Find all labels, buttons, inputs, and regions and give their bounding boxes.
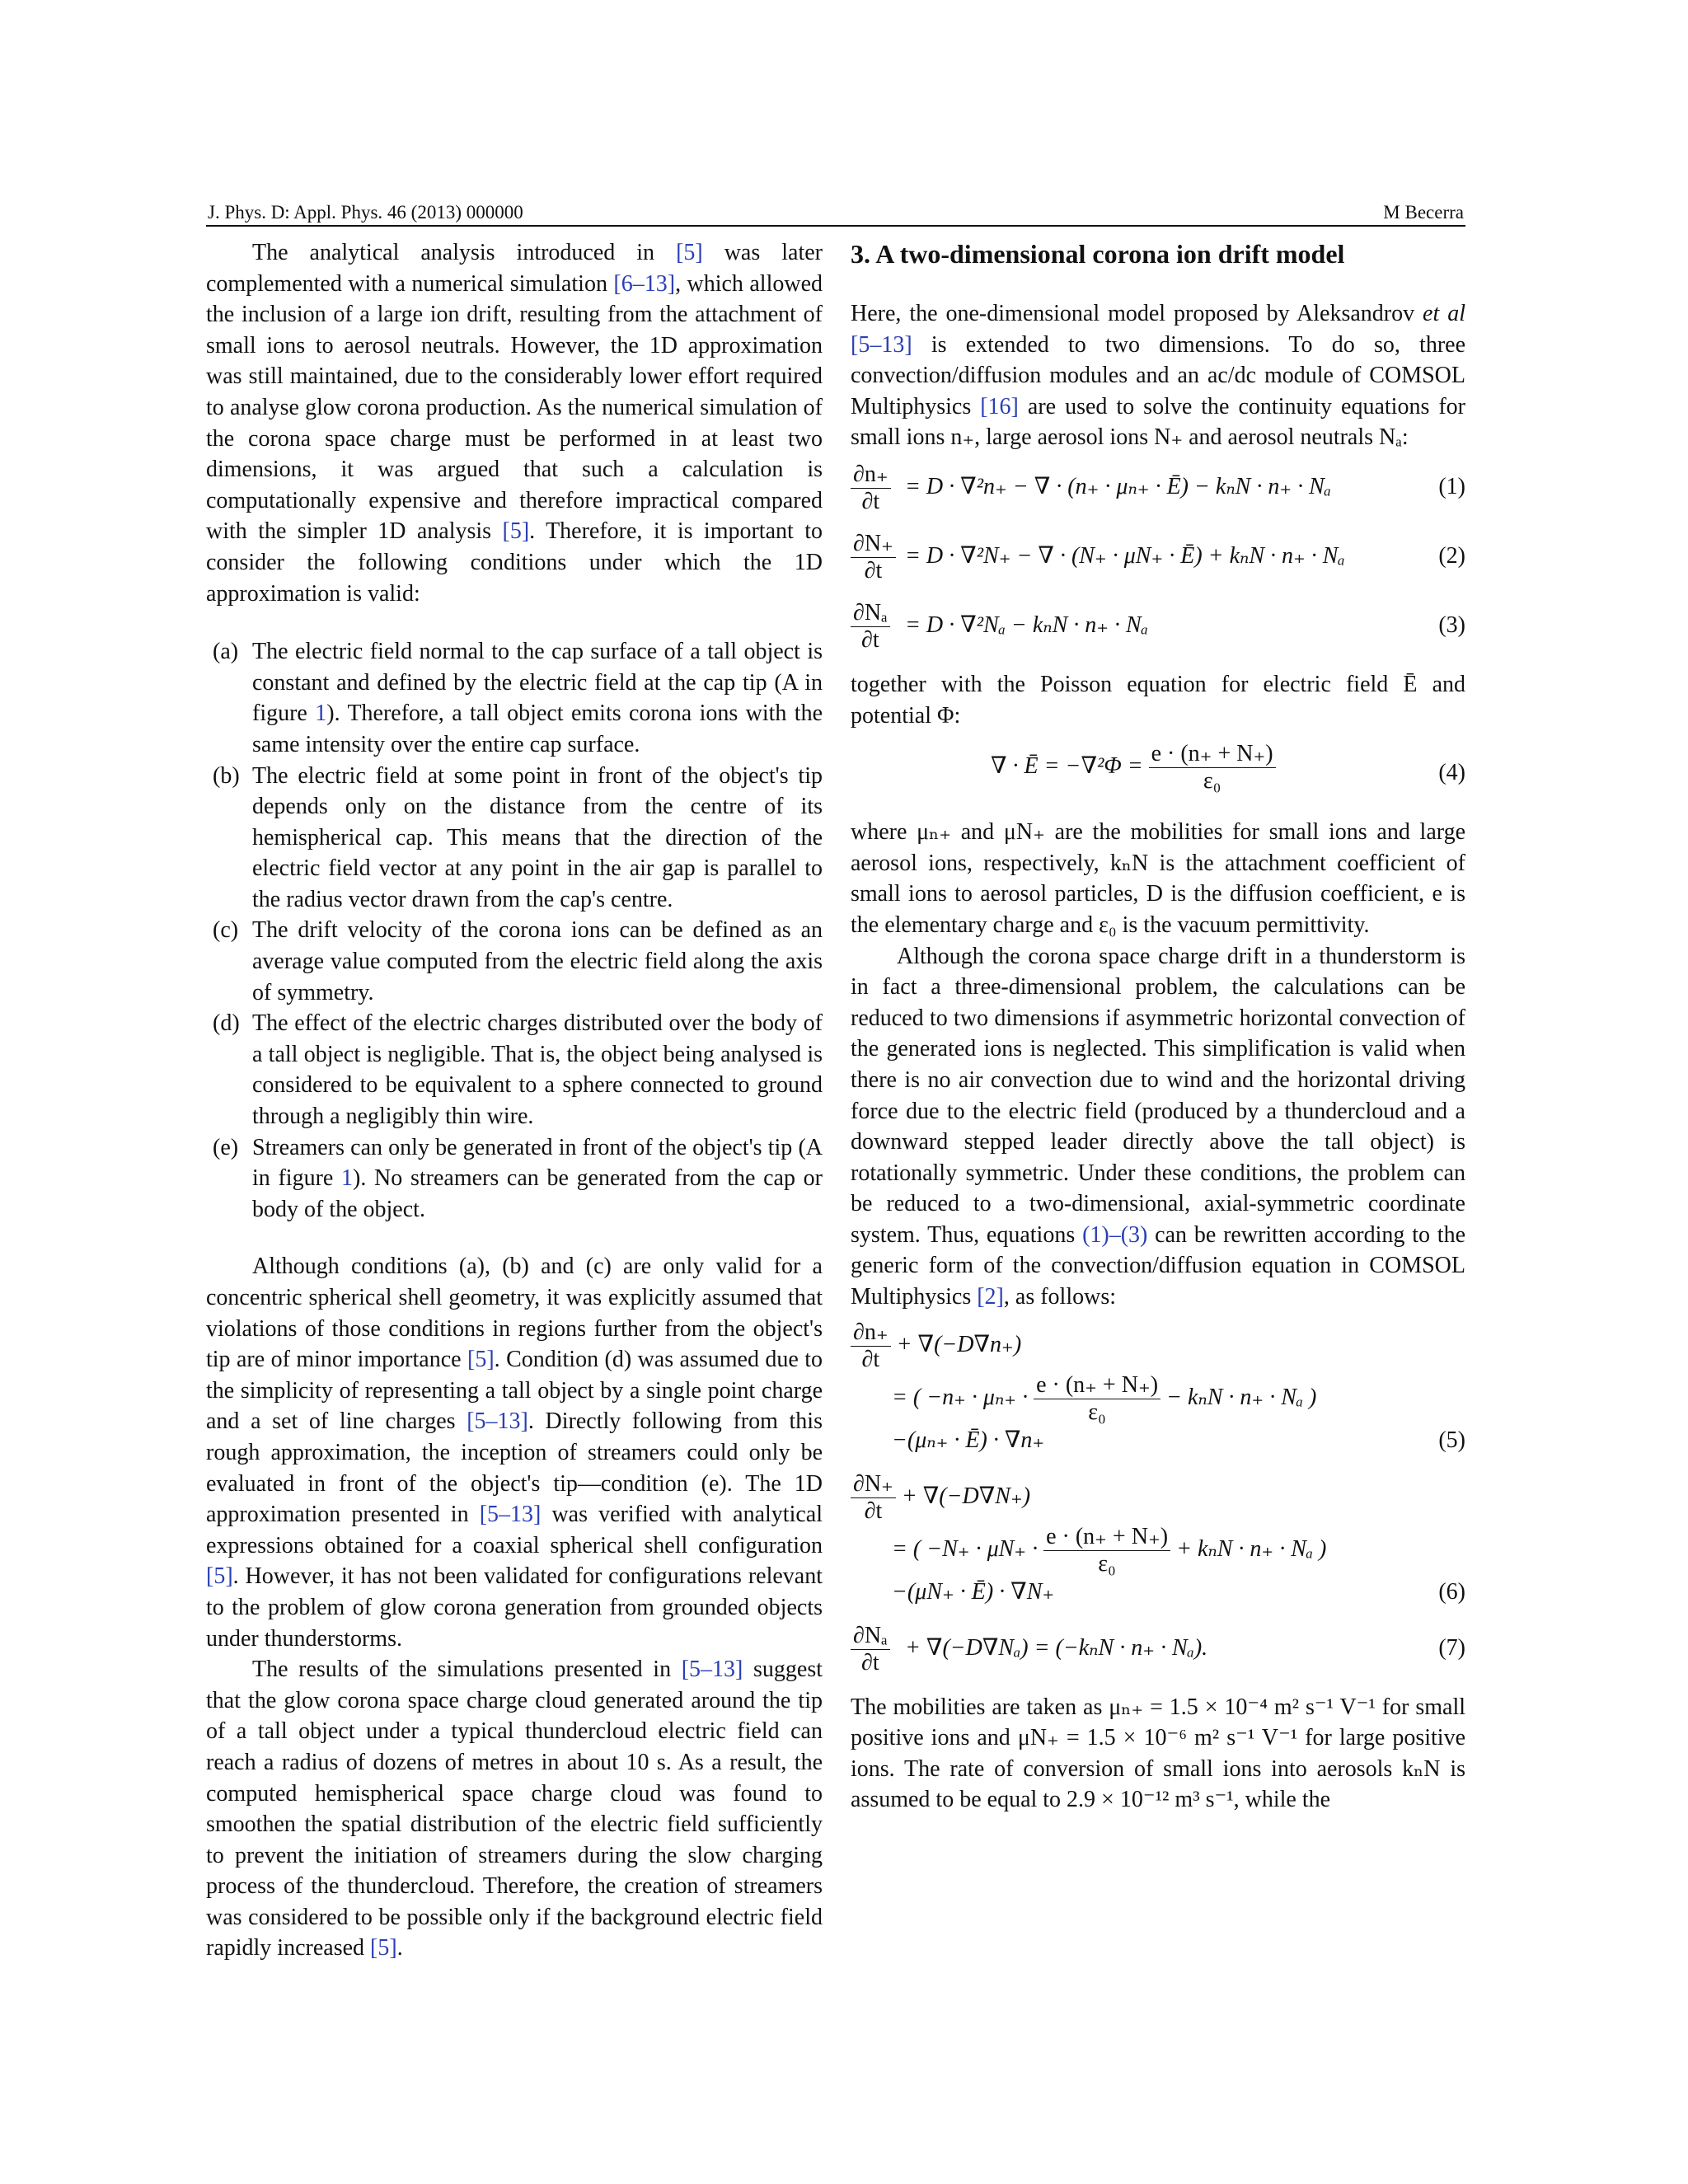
figure-link[interactable]: 1 (315, 701, 327, 727)
paragraph: The mobilities are taken as μₙ₊ = 1.5 × 10⁻⁴ m² s⁻¹ V⁻¹ for small positive ions and μN₊ = 1.5 × 10⁻⁶ m² s⁻¹ V⁻¹ for large positive ions. The rate of conversion of small ions into aerosols kₙN is assumed to be equal to 2.9 × 10⁻¹² m³ s⁻¹, while the (851, 1694, 1465, 1813)
paragraph: Although conditions (a), (b) and (c) are only valid for a concentric spherical shell geometry, it was explicitly assumed that violations of those conditions in regions further from the object's tip are of minor importance [5]. Condition (d) was assumed due to the simplicity of representing a tall object by a single point charge and a set of line charges [5–13]. Directly following from this rough approximation, the inception of streamers could only be evaluated in front of the object's tip—condition (e). The 1D approximation presented in [5–13] was verified with analytical expressions obtained for a coaxial spherical shell configuration [5]. However, it has not been validated for configurations relevant to the problem of glow corona generation from grounded objects under thunderstorms. (206, 1254, 823, 1652)
journal-citation: J. Phys. D: Appl. Phys. 46 (2013) 000000 (208, 202, 523, 223)
equation-number: (4) (1438, 760, 1465, 786)
paragraph: The results of the simulations presented in [5–13] suggest that the glow corona space charge cloud generated around the tip of a tall object under a typical thundercloud electric field can reach a radius of dozens of metres in about 10 s. As a result, the computed hemispherical space charge cloud was found to smoothen the spatial distribution of the electric field sufficiently to prevent the initiation of streamers during the slow charging process of the thundercloud. Therefore, the creation of streamers was considered to be possible only if the background electric field rapidly increased [5]. (206, 1657, 823, 1961)
list-item: (c) The drift velocity of the corona ions can be defined as an average value computed from the electric field along the axis of symmetry. (213, 917, 823, 1005)
citation-link[interactable]: [6–13] (613, 270, 676, 297)
paragraph: Although the corona space charge drift in a thunderstorm is in fact a three-dimensional problem, the calculations can be reduced to two dimensions if asymmetric horizontal convection of the generated ions is neglected. This simplification is valid when there is no air convection due to wind and the horizontal driving force due to the electric field (produced by a thundercloud and a downward stepped leader directly above the tall object) is rotationally symmetric. Under these conditions, the problem can be reduced to a two-dimensional, axial-symmetric coordinate system. Thus, equations (1)–(3) can be rewritten according to the generic form of the convection/diffusion equation in COMSOL Multiphysics [2], as follows: (851, 943, 1466, 1310)
equation-7: $\frac{\text{∂Nₐ}}{\partial t}$ + ∇(−D∇Nₐ) = (−kₙN · n₊ · Nₐ). (7) (851, 1623, 1465, 1674)
citation-link[interactable]: [5] (206, 1563, 233, 1590)
citation-link[interactable]: [16] (980, 393, 1019, 419)
equation-6: $\frac{\partial N_+}{\partial t}$ + ∇(−D∇N₊) = ( −N₊ · μN₊ · $\frac{e \cdot (n_+ + N_+)}{\text{ε₀}}$ + kₙN · n₊ · Nₐ ) −(μN₊ · Ē) · ∇N₊ (6) (851, 1471, 1465, 1610)
citation-link[interactable]: [5–13] (467, 1408, 528, 1435)
conditions-list (206, 636, 823, 1225)
left-column (206, 237, 823, 1964)
equation-4: ∇ · Ē = −∇²Φ = $\frac{e \cdot (n_+ + N_+)}{\text{ε₀}}$ (4) (991, 741, 1465, 794)
equation-5: $\frac{\partial n_+}{\partial t}$ + ∇(−D∇n₊) = ( −n₊ · μₙ₊ · $\frac{e \cdot (n_+ + N_+)}{\text{ε₀}}$ − kₙN · n₊ · Nₐ ) −(μₙ₊ · Ē) · ∇n₊ (5) (851, 1319, 1465, 1458)
citation-link[interactable]: [2] (977, 1284, 1004, 1310)
citation-link[interactable]: [5–13] (851, 331, 912, 358)
equation-3: $\frac{\text{∂Nₐ}}{\partial t}$ = D · ∇²Nₐ − kₙN · n₊ · Nₐ (3) (851, 600, 1465, 651)
equation-2: $\frac{\partial N_+}{\partial t}$ = D · ∇²N₊ − ∇ · (N₊ · μN₊ · Ē) + kₙN · n₊ · Nₐ (2) (851, 531, 1465, 582)
paragraph: where μₙ₊ and μN₊ are the mobilities for small ions and large aerosol ions, respectively, kₙN is the attachment coefficient of small ions to aerosol particles, D is the diffusion coefficient, e is the elementary charge and ε₀ is the vacuum permittivity. (851, 819, 1465, 938)
right-column (851, 237, 1465, 1816)
paragraph: together with the Poisson equation for electric field Ē and potential Φ: (851, 671, 1465, 729)
citation-link[interactable]: [5] (370, 1935, 397, 1961)
citation-link[interactable]: [5–13] (681, 1657, 743, 1683)
paragraph: The analytical analysis introduced in [5] was later complemented with a numerical simulation [6–13], which allowed the inclusion of a large ion drift, resulting from the attachment of small ions to aerosol neutrals. However, the 1D approximation was still maintained, due to the considerably lower effort required to analyse glow corona production. As the numerical simulation of the corona space charge must be performed in at least two dimensions, it was argued that such a calculation is computationally expensive and therefore impractical compared with the simpler 1D analysis [5]. Therefore, it is important to consider the following conditions under which the 1D approximation is valid: (206, 240, 823, 607)
list-item: (a) The electric field normal to the cap surface of a tall object is constant and defined by the electric field at the cap tip (A in figure 1). Therefore, a tall object emits corona ions with the same intensity over the entire cap surface. (213, 639, 823, 757)
equation-link[interactable]: (1)–(3) (1082, 1221, 1148, 1248)
citation-link[interactable]: [5] (502, 518, 530, 545)
citation-link[interactable]: [5–13] (479, 1502, 542, 1528)
citation-link[interactable]: [5] (467, 1347, 495, 1373)
equation-number: (6) (1438, 1578, 1465, 1605)
equation-number: (3) (1438, 612, 1465, 638)
figure-link[interactable]: 1 (341, 1165, 354, 1192)
citation-link[interactable]: [5] (676, 240, 703, 265)
equation-1: $\frac{\partial n_+}{\partial t}$ = D · ∇²n₊ − ∇ · (n₊ · μₙ₊ · Ē) − kₙN · n₊ · Nₐ (1) (851, 462, 1465, 513)
paragraph: Here, the one-dimensional model proposed by Aleksandrov et al [5–13] is extended to two dimensions. To do so, three convection/diffusion modules and an ac/dc module of COMSOL Multiphysics [16] are used to solve the continuity equations for small ions n₊, large aerosol ions N₊ and aerosol neutrals Nₐ: (851, 301, 1465, 451)
author-name: M Becerra (1383, 202, 1464, 223)
section-title: 3. A two-dimensional corona ion drift model (851, 239, 1345, 269)
equation-number: (1) (1438, 473, 1465, 499)
equation-number: (7) (1438, 1634, 1465, 1661)
equation-number: (5) (1438, 1427, 1465, 1453)
running-header (206, 202, 1465, 227)
list-item: (d) The effect of the electric charges distributed over the body of a tall object is negligible. That is, the object being analysed is considered to be equivalent to a sphere connected to ground through a negligibly thin wire. (213, 1010, 823, 1130)
equation-number: (2) (1438, 542, 1465, 569)
list-item: (e) Streamers can only be generated in front of the object's tip (A in figure 1). No streamers can be generated from the cap or body of the object. (213, 1134, 823, 1222)
list-item: (b) The electric field at some point in front of the object's tip depends only on the distance from the centre of its hemispherical cap. This means that the direction of the electric field vector at any point in the air gap is parallel to the radius vector drawn from the cap's centre. (213, 762, 823, 912)
